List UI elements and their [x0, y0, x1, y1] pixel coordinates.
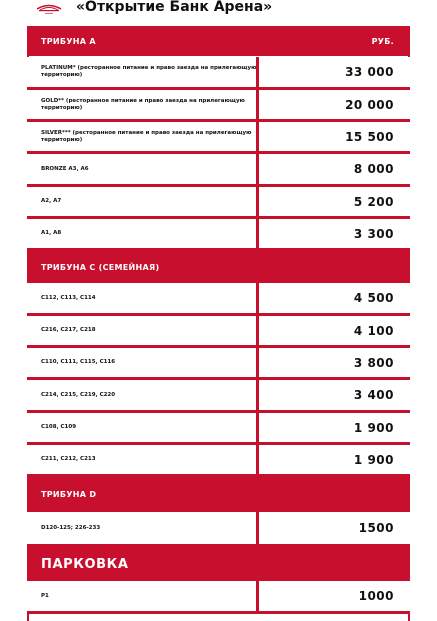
ticket-price: 5 200 [353, 194, 394, 209]
column-divider [256, 154, 259, 184]
ticket-price: 3 300 [353, 226, 394, 241]
column-divider [256, 348, 259, 377]
seat-category: SILVER*** (ресторанное питание и право заезда на прилегающую территорию) [41, 129, 252, 143]
price-row [27, 57, 410, 90]
column-divider [256, 316, 259, 345]
price-row [27, 316, 410, 348]
section-title: ТРИБУНА D [41, 490, 97, 499]
seat-category: GOLD** (ресторанное питание и право заезда на прилегающую территорию) [41, 97, 245, 111]
price-row [27, 283, 410, 316]
ticket-price: 3 800 [353, 355, 394, 370]
seat-category: C112, C113, C114 [41, 294, 96, 301]
column-divider [256, 57, 259, 87]
column-divider [256, 187, 259, 216]
section-header [27, 251, 410, 283]
arena-logo-icon [34, 0, 64, 17]
ticket-price: 4 100 [353, 323, 394, 338]
price-row [27, 380, 410, 413]
column-divider [256, 581, 259, 611]
price-row [27, 154, 410, 187]
seat-category: PLATINUM* (ресторанное питание и право заезда на прилегающую территорию) [41, 65, 257, 78]
seat-category: A1, A8 [41, 230, 62, 236]
page-title: «Открытие Банк Арена» [76, 0, 273, 15]
seat-category: BRONZE A3, A6 [41, 165, 89, 172]
section-title: ПАРКОВКА [41, 556, 129, 572]
column-divider [256, 90, 259, 119]
seat-category: D120-125; 226-233 [41, 524, 101, 531]
section-header [27, 26, 410, 56]
ticket-price: 4 500 [353, 291, 394, 305]
column-divider [256, 512, 259, 544]
section-title: ТРИБУНА C (СЕМЕЙНАЯ) [41, 262, 160, 272]
price-row [27, 348, 410, 380]
ticket-price: 1500 [358, 521, 394, 535]
seat-category: C211, C212, C213 [41, 456, 96, 462]
seat-category: C108, C109 [41, 424, 77, 430]
ticket-price: 3 400 [353, 388, 394, 402]
ticket-price: 20 000 [345, 97, 394, 112]
column-divider [256, 219, 259, 248]
column-divider [256, 445, 259, 474]
price-row [27, 90, 410, 122]
section-header [27, 477, 410, 512]
price-row [27, 122, 410, 154]
column-divider [256, 283, 259, 313]
seat-category: P1 [41, 592, 49, 599]
currency-unit: РУБ. [371, 36, 394, 46]
header [0, 0, 437, 22]
column-divider [256, 122, 259, 151]
price-row [27, 187, 410, 219]
seat-category: C110, C111, C115, C116 [41, 359, 116, 365]
ticket-price: 15 500 [345, 129, 394, 144]
ticket-price: 1 900 [353, 452, 394, 467]
column-divider [256, 413, 259, 442]
column-divider [256, 380, 259, 410]
price-row [27, 219, 410, 251]
section-header [27, 547, 410, 581]
price-row [27, 413, 410, 445]
seat-category: A2, A7 [41, 198, 62, 204]
section-title: ТРИБУНА A [41, 36, 96, 46]
price-row [27, 581, 410, 614]
ticket-price: 1 900 [353, 420, 394, 435]
seat-category: C216, C217, C218 [41, 327, 96, 333]
ticket-price: 1000 [358, 589, 394, 603]
seat-category: C214, C215, C219, C220 [41, 391, 116, 398]
price-row [27, 445, 410, 477]
ticket-price: 33 000 [345, 65, 394, 79]
price-row [27, 512, 410, 547]
ticket-price: 8 000 [353, 162, 394, 176]
